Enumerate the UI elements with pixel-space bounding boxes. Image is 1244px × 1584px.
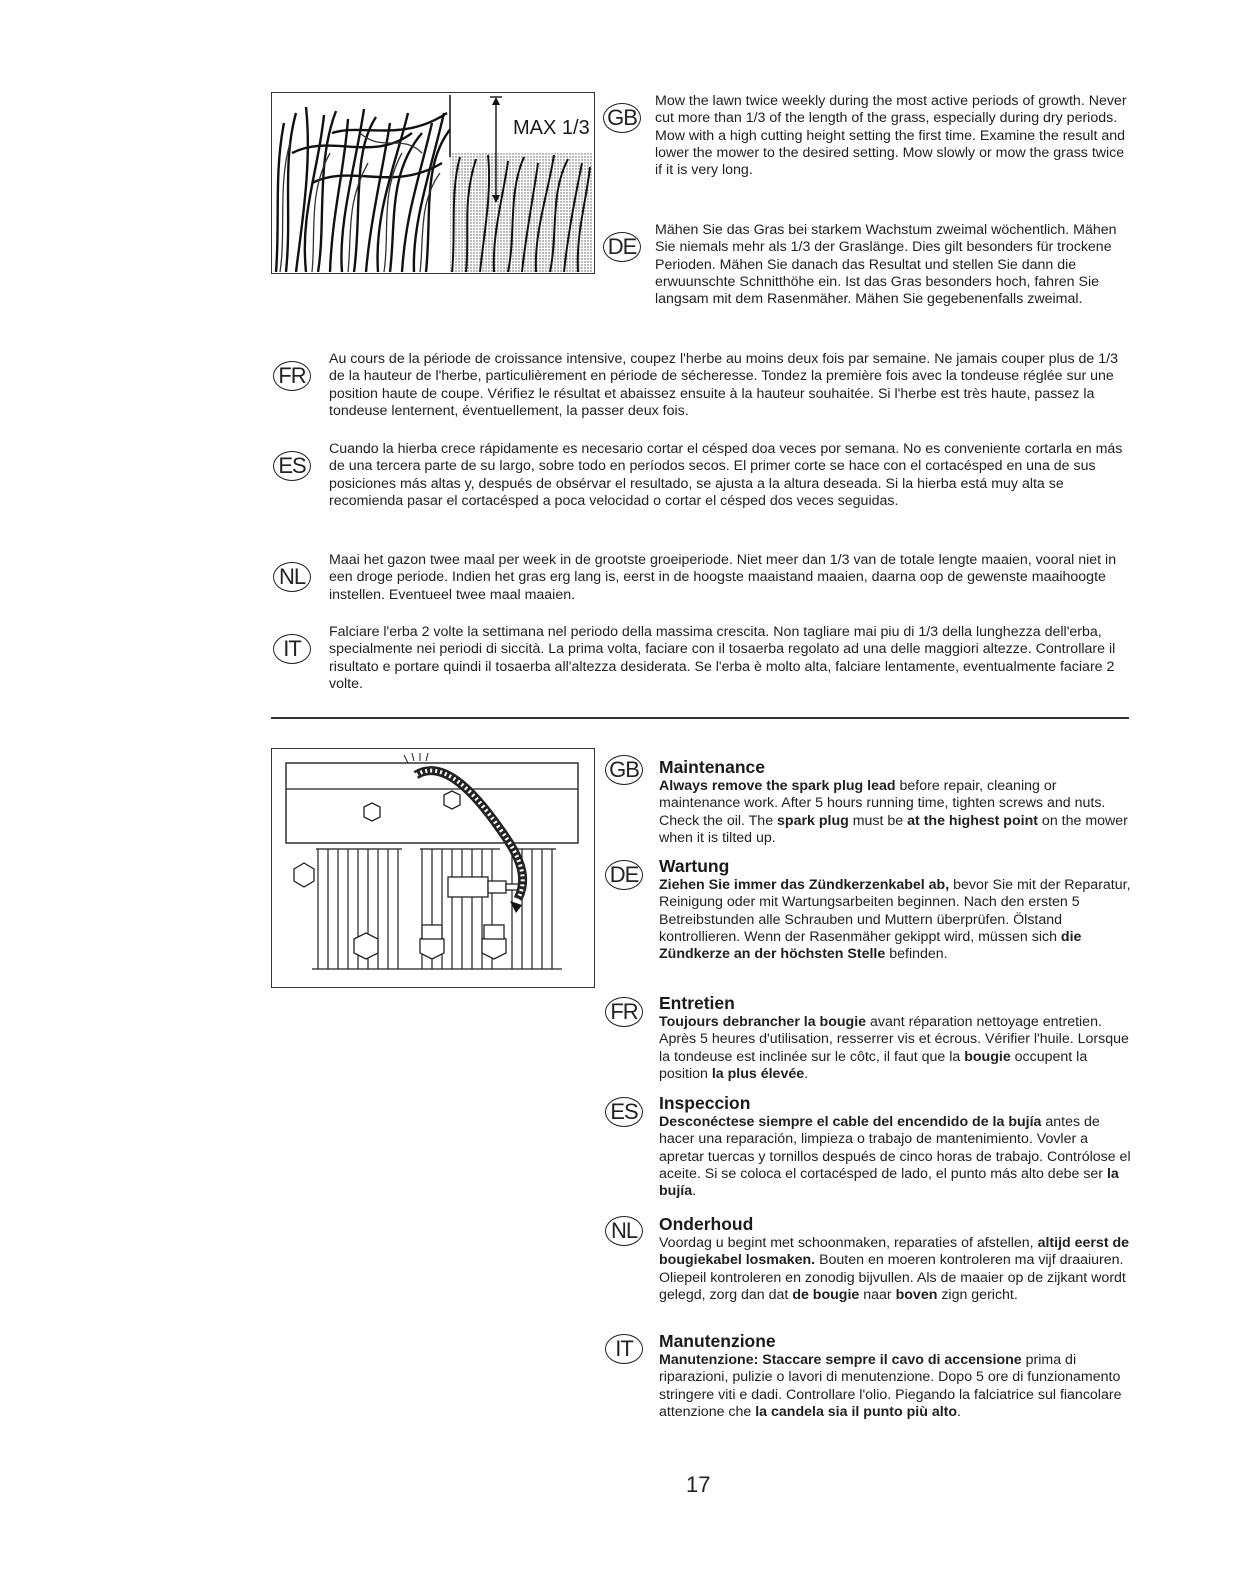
emphasis-text: la plus élevée — [711, 1065, 805, 1082]
max-height-label: MAX 1/3 — [513, 117, 590, 139]
emphasis-text: die Zündkerze an der höchsten Stelle — [659, 928, 1082, 963]
body-text: occupent la position — [659, 1048, 1088, 1082]
body-text: must be — [848, 812, 908, 829]
emphasis-text: bougie — [964, 1048, 1011, 1065]
body-text: . — [692, 1183, 697, 1200]
language-badge-nl: NL — [273, 562, 311, 592]
emphasis-text: at the highest point — [907, 812, 1038, 829]
maintenance-block-gb — [659, 757, 1133, 847]
body-text: on the mower when it is tilted up. — [659, 812, 1128, 846]
page-number: 17 — [686, 1472, 711, 1497]
spark-plug — [448, 877, 520, 897]
maintenance-text-nl — [659, 1235, 1133, 1304]
language-badge-it: IT — [273, 634, 311, 664]
emphasis-text: Always remove the spark plug lead — [659, 778, 896, 794]
maintenance-text-de — [659, 877, 1133, 963]
mowing-text-gb: Mow the lawn twice weekly during the most active periods of growth. Never cut more than 1/3 of the length of the grass, especially during dry periods. Mow with a high cutting height setting the first time. Examine the result and lower the mower to the desired setting. Mow slowly or mow the grass twice if it is very long. — [655, 93, 1127, 179]
emphasis-text: altijd eerst de bougiekabel losmaken. — [659, 1235, 1130, 1269]
spark-plug-figure — [271, 748, 595, 988]
emphasis-text: Manutenzione: Staccare sempre il cavo di accensione — [659, 1352, 1022, 1368]
mowing-text-fr: Au cours de la période de croissance intensive, coupez l'herbe au moins deux fois par semaine. Ne jamais couper plus de 1/3 de la hauteur de l'herbe, particulièrement en période de sécheresse. Tondez la première fois avec la tondeuse réglée sur une position haute de coupe. Vérifiez le résultat et abaissez ensuite à la hauteur souhaitée. Si l'herbe est très haute, passez la tondeuse lenternent, éventuellement, la passer deux fois. — [329, 351, 1118, 419]
emphasis-text: spark plug — [777, 812, 849, 829]
maintenance-heading-de: Wartung — [659, 856, 730, 876]
maintenance-block-de — [659, 856, 1133, 963]
body-text: befinden. — [885, 946, 948, 963]
emphasis-text: de bougie — [792, 1286, 860, 1303]
language-badge-de: DE — [603, 232, 641, 262]
maintenance-block-es — [659, 1093, 1133, 1200]
mowing-text-es: Cuando la hierba crece rápidamente es necesario cortar el césped doa veces por semana. No es conveniente cortarla en más de una tercera parte de su largo, sobre todo en períodos secos. El primer corte se hace con el cortacésped en una de sus posiciones más altas y, después de obsérvar el resultado, se ajusta a la altura deseada. Si la hierba está muy alta se recomienda pasar el cortacésped a poca velocidad o cortar el césped dos veces seguidas. — [329, 441, 1123, 509]
language-badge-it-maint: IT — [605, 1334, 643, 1364]
grass-height-figure — [271, 92, 595, 274]
maintenance-heading-es: Inspeccion — [659, 1093, 751, 1113]
maintenance-heading-fr: Entretien — [659, 993, 735, 1013]
maintenance-block-nl — [659, 1214, 1133, 1304]
maintenance-heading-gb: Maintenance — [659, 757, 765, 777]
language-badge-de-maint: DE — [605, 860, 643, 890]
tall-grass — [276, 107, 452, 272]
maintenance-block-it — [659, 1331, 1133, 1421]
maintenance-heading-nl: Onderhoud — [659, 1214, 754, 1234]
body-text: antes de hacer una reparación, limpieza o trabajo de mantenimiento. Vovler a apretar tuercas y tornillos después de cinco horas de trabajo. Contrólose el aceite. Si se coloca el cortacésped de lado, el punto más alto debe ser — [659, 1114, 1131, 1182]
emphasis-text: Ziehen Sie immer das Zündkerzenkabel ab, — [659, 877, 950, 893]
body-text: naar — [859, 1286, 896, 1303]
mowing-text-it: Falciare l'erba 2 volte la settimana nel periodo della massima crescita. Non tagliare mai piu di 1/3 della lunghezza dell'erba, specialmente nei periodi di siccità. La prima volta, faciare con il tosaerba regolato ad una delle maggiori altezze. Controllare il risultato e portare quindi il tosaerba all'altezza desiderata. Se l'erba è molto alta, falciare lentamente, eventualmente faciare 2 volte. — [329, 624, 1116, 692]
emphasis-text: la bujía — [659, 1165, 1119, 1200]
body-text: . — [804, 1065, 809, 1082]
body-text: bevor Sie mit der Reparatur, Reinigung oder mit Wartungsarbeiten beginnen. Nach den ersten 5 Betreibstunden alle Schrauben und Muttern überprüfen. Ölstand kontrollieren. Wenn der Rasenmäher gekippt wird, müssen sich — [659, 877, 1131, 945]
emphasis-text: boven — [895, 1286, 938, 1303]
maintenance-text-gb — [659, 778, 1133, 847]
body-text: . — [957, 1403, 961, 1420]
engine-illustration — [272, 749, 593, 986]
body-text: prima di riparazioni, pulizie o lavori di menutenzione. Dopo 5 ore di funzionamento stringere viti e dadi. Controllare l'olio. Piegando la falciatrice sul fiancolare attenzione che — [659, 1352, 1122, 1420]
maintenance-text-it — [659, 1352, 1133, 1421]
body-text: zign gericht. — [937, 1286, 1018, 1303]
body-text: Voordag u begint met schoonmaken, reparaties of afstellen, — [659, 1235, 1038, 1251]
emphasis-text: Desconéctese siempre el cable del encendido de la bujía — [659, 1114, 1042, 1130]
maintenance-heading-it: Manutenzione — [659, 1331, 776, 1351]
maintenance-text-fr — [659, 1014, 1133, 1083]
body-text: avant réparation nettoyage entretien. Après 5 heures d'utilisation, resserrer vis et écrous. Vérifier l'huile. Lorsque la tondeuse est inclinée sur le côtc, il faut que la — [659, 1014, 1129, 1065]
language-badge-fr: FR — [273, 361, 311, 391]
language-badge-nl-maint: NL — [605, 1216, 643, 1246]
mowing-text-nl: Maai het gazon twee maal per week in de grootste groeiperiode. Niet meer dan 1/3 van de totale lengte maaien, vooral niet in een droge periode. Indien het gras erg lang is, eerst in de hoogste maaistand maaien, daarna oop de gewenste maaihoogte instellen. Eventueel twee maal maaien. — [329, 552, 1117, 603]
body-text: Bouten en moeren kontroleren ma vijf draaiuren. Oliepeil kontroleren en zonodig bijvullen. Als de maaier op de zijkant wordt gelegd, zorg dan dat — [659, 1252, 1126, 1303]
short-grass-area — [450, 153, 592, 272]
language-badge-es-maint: ES — [605, 1097, 643, 1127]
language-badge-es: ES — [273, 451, 311, 481]
language-badge-gb-maint: GB — [605, 755, 643, 785]
mowing-text-de: Mähen Sie das Gras bei starkem Wachstum zweimal wöchentlich. Mähen Sie niemals mehr als 1/3 der Graslänge. Dies gilt besonders für trockene Perioden. Mähen Sie danach das Resultat und stellen Sie dann die erwuunschte Schnitthöhe ein. Ist das Gras besonders hoch, fahren Sie langsam mit dem Rasenmäher. Mähen Sie gegebenenfalls zweimal. — [655, 222, 1117, 308]
section-divider — [271, 717, 1129, 719]
maintenance-text-es — [659, 1114, 1133, 1200]
emphasis-text: la candela sia il punto più alto — [755, 1403, 958, 1420]
language-badge-gb: GB — [603, 103, 641, 133]
maintenance-block-fr — [659, 993, 1133, 1083]
emphasis-text: Toujours debrancher la bougie — [659, 1014, 867, 1030]
language-badge-fr-maint: FR — [605, 997, 643, 1027]
body-text: before repair, cleaning or maintenance work. After 5 hours running time, tighten screws and nuts. Check the oil. The — [659, 778, 1106, 829]
